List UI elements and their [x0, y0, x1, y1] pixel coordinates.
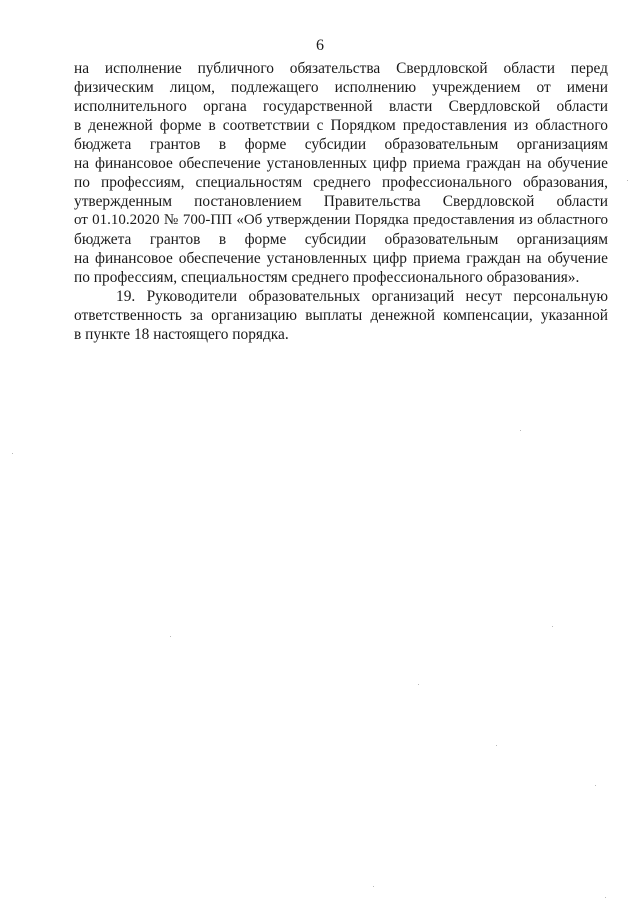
- text-line: исполнительного органа государственной власти Свердловской области: [74, 98, 608, 115]
- document-body: [74, 59, 608, 344]
- scan-speck: [12, 453, 13, 454]
- scan-speck: [605, 897, 606, 898]
- scan-speck: [627, 180, 628, 181]
- scan-speck: [520, 430, 521, 431]
- scan-speck: [418, 684, 419, 685]
- text-line: физическим лицом, подлежащего исполнению учреждением от имени: [74, 79, 608, 96]
- text-line: на финансовое обеспечение установленных цифр приема граждан на обучение: [74, 250, 608, 267]
- text-line: по профессиям, специальностям среднего профессионального образования,: [74, 174, 608, 191]
- text-line: утвержденным постановлением Правительства Свердловской области: [74, 193, 608, 210]
- text-line: по профессиям, специальностям среднего профессионального образования».: [74, 269, 580, 286]
- scan-speck: [496, 745, 497, 746]
- text-line: бюджета грантов в форме субсидии образовательным организациям: [74, 231, 608, 248]
- text-line: в пункте 18 настоящего порядка.: [74, 326, 289, 343]
- paragraph-19: [74, 287, 608, 344]
- text-line: от 01.10.2020 № 700-ПП «Об утверждении Порядка предоставления из областного: [74, 212, 608, 228]
- text-line: на исполнение публичного обязательства Свердловской области перед: [74, 60, 608, 77]
- text-line: на финансовое обеспечение установленных цифр приема граждан на обучение: [74, 155, 608, 172]
- text-line: 19. Руководители образовательных организаций несут персональную: [116, 288, 608, 305]
- scan-speck: [170, 636, 171, 637]
- scan-speck: [373, 886, 374, 887]
- text-line: ответственность за организацию выплаты денежной компенсации, указанной: [74, 307, 608, 324]
- paragraph-18-continuation: [74, 59, 608, 287]
- text-line: бюджета грантов в форме субсидии образовательным организациям: [74, 136, 608, 153]
- scan-speck: [595, 785, 596, 786]
- scan-speck: [552, 626, 553, 627]
- text-line: в денежной форме в соответствии с Порядком предоставления из областного: [74, 117, 608, 134]
- page-number: 6: [316, 37, 324, 54]
